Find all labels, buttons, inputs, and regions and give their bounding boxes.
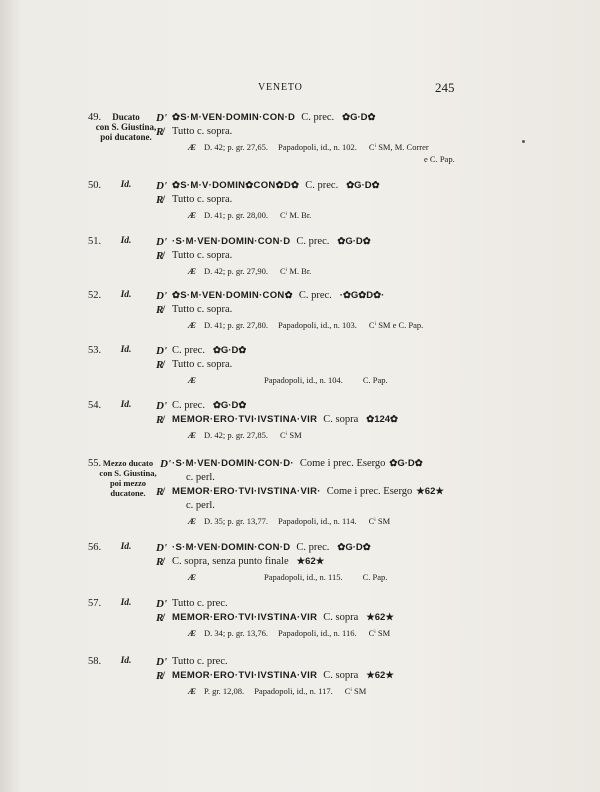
obverse-label: D' [156, 400, 167, 412]
coin-type: Id. [120, 236, 132, 246]
obverse-label: D' [156, 180, 167, 192]
reverse-label: R̸ [156, 670, 164, 682]
entry-number: 54. [88, 400, 102, 411]
obverse-comment: C. prec. [172, 400, 205, 411]
obverse-mark: ✿G·D✿ [342, 112, 376, 123]
reverse-line [172, 556, 324, 567]
metal-symbol: Æ [188, 266, 197, 276]
collection: Cⁱ SM [280, 430, 302, 440]
reference: Papadopoli, id., n. 104. [264, 375, 343, 385]
obverse-mark: ✿G·D✿ [346, 180, 380, 191]
coin-type: Id. [120, 542, 132, 552]
metal-symbol: Æ [188, 686, 197, 696]
obverse-mark: ✿G·D✿ [212, 400, 247, 411]
metal-symbol: Æ [188, 430, 197, 440]
obverse-label: D' [156, 656, 167, 668]
obverse-comment: Tutto c. prec. [172, 656, 228, 667]
obverse-line [172, 656, 228, 667]
reverse-line [172, 126, 232, 137]
reverse-line [172, 414, 398, 425]
specimen-data [188, 686, 366, 697]
obverse-label: D' [160, 458, 171, 470]
reverse-comment: Tutto c. sopra. [172, 359, 233, 370]
obverse-legend: ✿S·M·VEN·DOMIN·CON·D [172, 112, 296, 123]
reverse-comment: C. sopra [323, 670, 359, 681]
collection: Cⁱ SM [344, 686, 367, 696]
specimen-data [188, 266, 311, 277]
metal-symbol: Æ [188, 210, 197, 220]
collection: Cⁱ M. Br. [280, 210, 312, 220]
weight-diameter: D. 42; p. gr. 27,90. [204, 266, 269, 276]
reverse-continuation: c. perl. [186, 500, 215, 511]
running-title: VENETO [258, 82, 303, 93]
reverse-label: R̸ [156, 486, 164, 498]
reverse-legend: MEMOR·ERO·TVI·IVSTINA·VIR [172, 612, 318, 623]
obverse-label: D' [156, 345, 167, 357]
collection: C. Pap. [362, 572, 388, 582]
reverse-mark: ✿124✿ [366, 414, 399, 425]
reverse-mark: ★62★ [366, 670, 394, 681]
obverse-comment: C. prec. [172, 345, 205, 356]
reverse-comment: C. sopra, senza punto finale [172, 556, 289, 567]
stray-mark [522, 140, 525, 143]
entry-number: 51. [88, 236, 102, 247]
metal-symbol: Æ [188, 320, 197, 330]
specimen-data [188, 142, 429, 153]
entry-number: 57. [88, 598, 102, 609]
obverse-legend: ✿S·M·V·DOMIN✿CON✿D✿ [172, 180, 300, 191]
reverse-legend: MEMOR·ERO·TVI·IVSTINA·VIR· [172, 486, 321, 497]
reverse-comment: C. sopra [323, 612, 359, 623]
obverse-line [172, 236, 371, 247]
collection: Cⁱ SM [368, 516, 391, 526]
obverse-mark: ✿G·D✿ [212, 345, 247, 356]
reverse-comment: C. sopra [323, 414, 359, 425]
weight-diameter: P. gr. 12,08. [204, 686, 245, 696]
collection: Cⁱ SM [368, 628, 391, 638]
reverse-line [172, 612, 394, 623]
coin-type: Id. [120, 400, 132, 410]
coin-type: Id. [120, 290, 132, 300]
coin-type: Id. [120, 345, 132, 355]
obverse-label: D' [156, 290, 167, 302]
obverse-comment: C. prec. [296, 542, 330, 553]
entry-number: 50. [88, 180, 102, 191]
specimen-data [188, 516, 390, 527]
coin-type: Mezzo ducato con S. Giustina, poi mezzo ducatone. [99, 458, 157, 498]
reverse-mark: ★62★ [366, 612, 394, 623]
obverse-mark: ✿G·D✿ [389, 458, 423, 469]
obverse-line [172, 542, 371, 553]
weight-diameter: D. 35; p. gr. 13,77. [204, 516, 269, 526]
reverse-comment: Tutto c. sopra. [172, 126, 233, 137]
metal-symbol: Æ [188, 516, 197, 526]
specimen-data [188, 430, 302, 441]
obverse-comment: C. prec. [298, 290, 332, 301]
reverse-line [172, 250, 232, 261]
coin-type: Id. [120, 180, 132, 190]
specimen-data [188, 628, 390, 639]
specimen-data [188, 210, 311, 221]
reverse-label: R̸ [156, 304, 164, 316]
obverse-legend: ·S·M·VEN·DOMIN·CON·D· [172, 458, 294, 469]
reverse-label: R̸ [156, 359, 164, 371]
obverse-comment: C. prec. [301, 112, 335, 123]
reverse-legend: MEMOR·ERO·TVI·IVSTINA·VIR [172, 670, 318, 681]
weight-diameter: D. 42; p. gr. 27,85. [204, 430, 269, 440]
obverse-legend: ·S·M·VEN·DOMIN·CON·D [172, 542, 291, 553]
reverse-mark: ★62★ [296, 556, 325, 567]
obverse-line [172, 180, 380, 191]
collection: Cⁱ SM e C. Pap. [368, 320, 424, 330]
metal-symbol: Æ [188, 142, 197, 152]
reverse-comment: Tutto c. sopra. [172, 194, 233, 205]
obverse-continuation: c. perl. [186, 472, 215, 483]
obverse-line [172, 458, 423, 469]
coin-type: Ducato con S. Giustina, poi ducatone. [95, 112, 157, 142]
reverse-line [172, 359, 232, 370]
reverse-line [172, 194, 232, 205]
obverse-label: D' [156, 598, 167, 610]
obverse-label: D' [156, 236, 167, 248]
metal-symbol: Æ [188, 628, 197, 638]
reference: Papadopoli, id., n. 117. [254, 686, 333, 696]
obverse-line [172, 112, 376, 123]
metal-symbol: Æ [188, 375, 197, 385]
obverse-line [172, 290, 384, 301]
collection-continued: e C. Pap. [424, 154, 455, 164]
reverse-label: R̸ [156, 250, 164, 262]
weight-diameter: D. 34; p. gr. 13,76. [204, 628, 269, 638]
coin-type: Id. [120, 598, 132, 608]
entry-number: 56. [88, 542, 102, 553]
obverse-comment: C. prec. [305, 180, 339, 191]
obverse-mark: ·✿G✿D✿· [339, 290, 385, 301]
reference: Papadopoli, id., n. 114. [278, 516, 357, 526]
reverse-line [172, 486, 444, 497]
obverse-mark: ✿G·D✿ [337, 236, 371, 247]
reverse-line [172, 670, 394, 681]
obverse-mark: ✿G·D✿ [337, 542, 371, 553]
obverse-comment: Tutto c. prec. [172, 598, 228, 609]
reference: Papadopoli, id., n. 103. [278, 320, 357, 330]
entry-number: 52. [88, 290, 102, 301]
specimen-data [188, 320, 423, 331]
specimen-data [188, 375, 388, 385]
obverse-line [172, 345, 246, 356]
reference: Papadopoli, id., n. 115. [264, 572, 343, 582]
collection: Cⁱ M. Br. [280, 266, 312, 276]
reference: Papadopoli, id., n. 116. [278, 628, 357, 638]
reverse-mark: ★62★ [416, 486, 444, 497]
reverse-label: R̸ [156, 556, 164, 568]
obverse-label: D' [156, 542, 167, 554]
coin-type: Id. [120, 656, 132, 666]
reference: Papadopoli, id., n. 102. [278, 142, 357, 152]
metal-symbol: Æ [188, 572, 197, 582]
collection: C. Pap. [362, 375, 388, 385]
reverse-legend: MEMOR·ERO·TVI·IVSTINA·VIR [172, 414, 318, 425]
reverse-label: R̸ [156, 194, 164, 206]
entry-number: 49. [88, 112, 102, 123]
reverse-line [172, 304, 232, 315]
reverse-comment: Tutto c. sopra. [172, 304, 233, 315]
reverse-label: R̸ [156, 612, 164, 624]
obverse-line [172, 598, 228, 609]
obverse-line [172, 400, 246, 411]
specimen-data [188, 572, 387, 582]
obverse-comment: C. prec. [296, 236, 330, 247]
weight-diameter: D. 42; p. gr. 27,65. [204, 142, 269, 152]
obverse-legend: ✿S·M·VEN·DOMIN·CON✿ [172, 290, 293, 301]
obverse-label: D' [156, 112, 167, 124]
reverse-comment: Tutto c. sopra. [172, 250, 233, 261]
collection: Cⁱ SM, M. Correr [368, 142, 429, 152]
entry-number: 53. [88, 345, 102, 356]
obverse-legend: ·S·M·VEN·DOMIN·CON·D [172, 236, 291, 247]
reverse-comment: Come i prec. Esergo [326, 486, 413, 497]
weight-diameter: D. 41; p. gr. 27,80. [204, 320, 269, 330]
entry-number: 58. [88, 656, 102, 667]
obverse-comment: Come i prec. Esergo [299, 458, 386, 469]
entry-number: 55. [88, 458, 102, 469]
weight-diameter: D. 41; p. gr. 28,00. [204, 210, 269, 220]
reverse-label: R̸ [156, 414, 164, 426]
page-number: 245 [435, 80, 455, 95]
page-header [0, 80, 600, 98]
reverse-label: R̸ [156, 126, 164, 138]
